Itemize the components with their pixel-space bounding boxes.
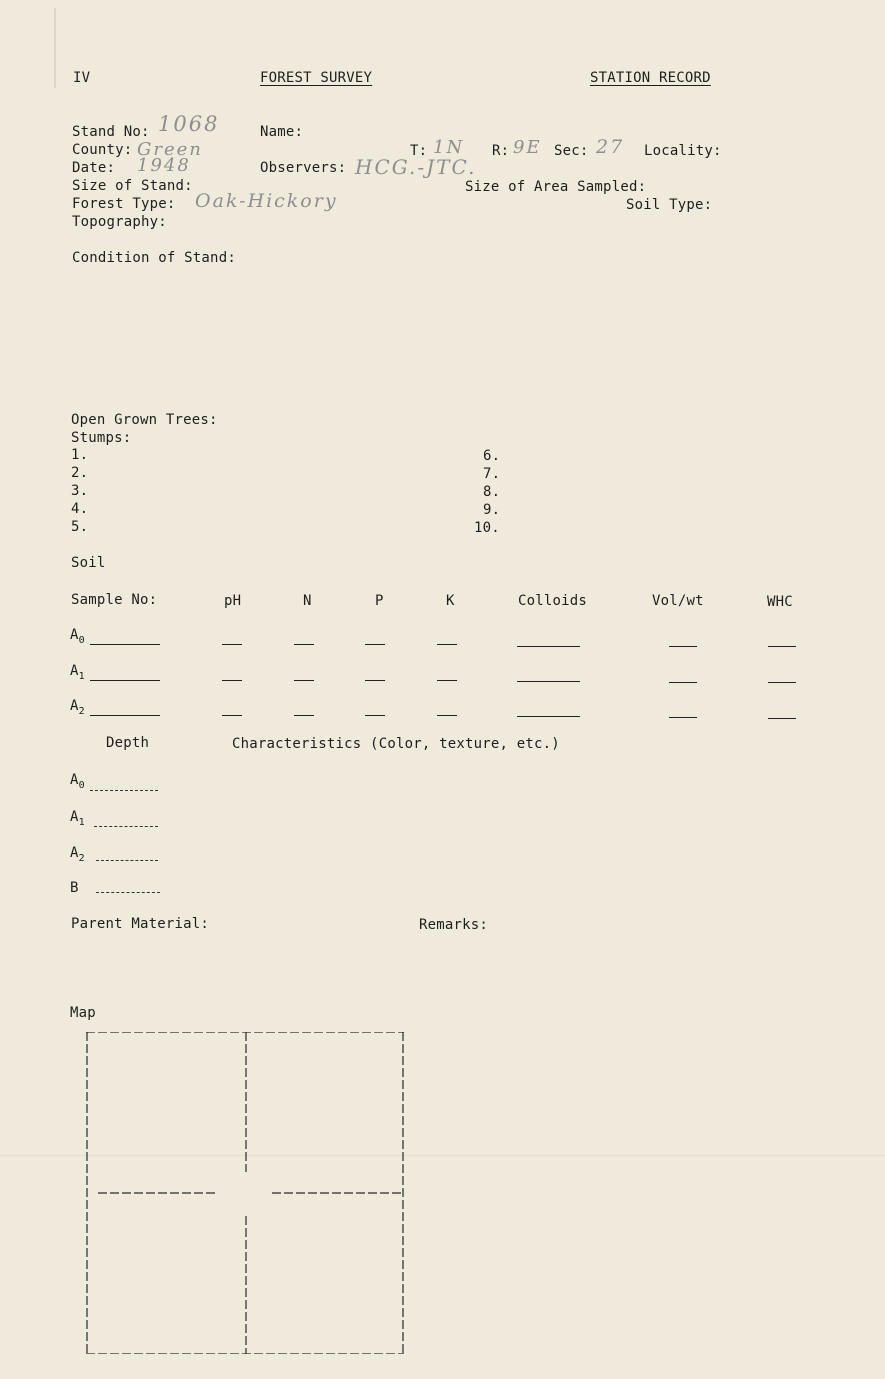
map-label: Map [70,1005,96,1021]
stump-number: 7. [483,466,501,482]
range-label: R: [492,143,510,159]
stump-number: 8. [483,484,501,500]
column-header-k: K [446,593,455,609]
horizon-label: $A_1$ [70,663,85,682]
township-value: 1N [433,137,465,158]
stump-number: 4. [71,501,89,517]
size-of-area-label: Size of Area Sampled: [465,179,647,195]
locality-label: Locality: [644,143,722,159]
soil-type-label: Soil Type: [626,197,713,213]
horizon-label: $A_0$ [70,627,85,646]
stump-number: 2. [71,465,89,481]
observers-label: Observers: [260,160,347,176]
horizon-label: $A_2$ [70,845,85,864]
soil-heading: Soil [71,555,106,571]
map-grid-lines [86,1032,404,1354]
horizon-label: B [70,880,79,896]
open-grown-trees-label: Open Grown Trees: [71,412,218,428]
stump-number: 6. [483,448,501,464]
horizon-label: $A_1$ [70,809,85,828]
form-title: FOREST SURVEY [260,70,373,86]
parent-material-label: Parent Material: [71,916,210,932]
column-header-colloids: Colloids [518,593,588,609]
section-number: IV [73,70,91,86]
column-header-p: P [375,593,384,609]
depth-label: Depth [106,735,150,751]
record-title: STATION RECORD [590,70,711,86]
column-header-ph: pH [224,593,242,609]
column-header-n: N [303,593,312,609]
stump-number: 5. [71,519,89,535]
map-grid [86,1032,404,1354]
stand-no-label: Stand No: [72,124,150,140]
horizon-label: $A_2$ [70,698,85,717]
stumps-label: Stumps: [71,430,132,446]
stump-number: 10. [474,520,500,536]
county-value: Green [137,139,203,160]
paper-crease-mark [54,8,56,88]
remarks-label: Remarks: [419,917,489,933]
section-label: Sec: [554,143,589,159]
stand-no-value: 1068 [158,112,220,136]
forest-type-label: Forest Type: [72,196,176,212]
horizon-label: $A_0$ [70,772,85,791]
topography-label: Topography: [72,214,167,230]
name-label: Name: [260,124,304,140]
column-header-sample-no: Sample No: [71,592,158,608]
date-label: Date: [72,160,116,176]
size-of-stand-label: Size of Stand: [72,178,193,194]
condition-of-stand-label: Condition of Stand: [72,250,236,266]
column-header-whc: WHC [767,594,793,610]
forest-type-value: Oak-Hickory [195,190,338,212]
date-value: 1948 [137,155,191,176]
column-header-vol-wt: Vol/wt [652,593,704,609]
range-value: 9E [513,137,542,158]
stump-number: 3. [71,483,89,499]
township-label: T: [410,143,428,159]
stump-number: 1. [71,447,89,463]
observers-value: HCG.-JTC. [355,155,477,179]
county-label: County: [72,142,133,158]
stump-number: 9. [483,502,501,518]
characteristics-label: Characteristics (Color, texture, etc.) [232,736,560,752]
section-value: 27 [596,136,625,158]
